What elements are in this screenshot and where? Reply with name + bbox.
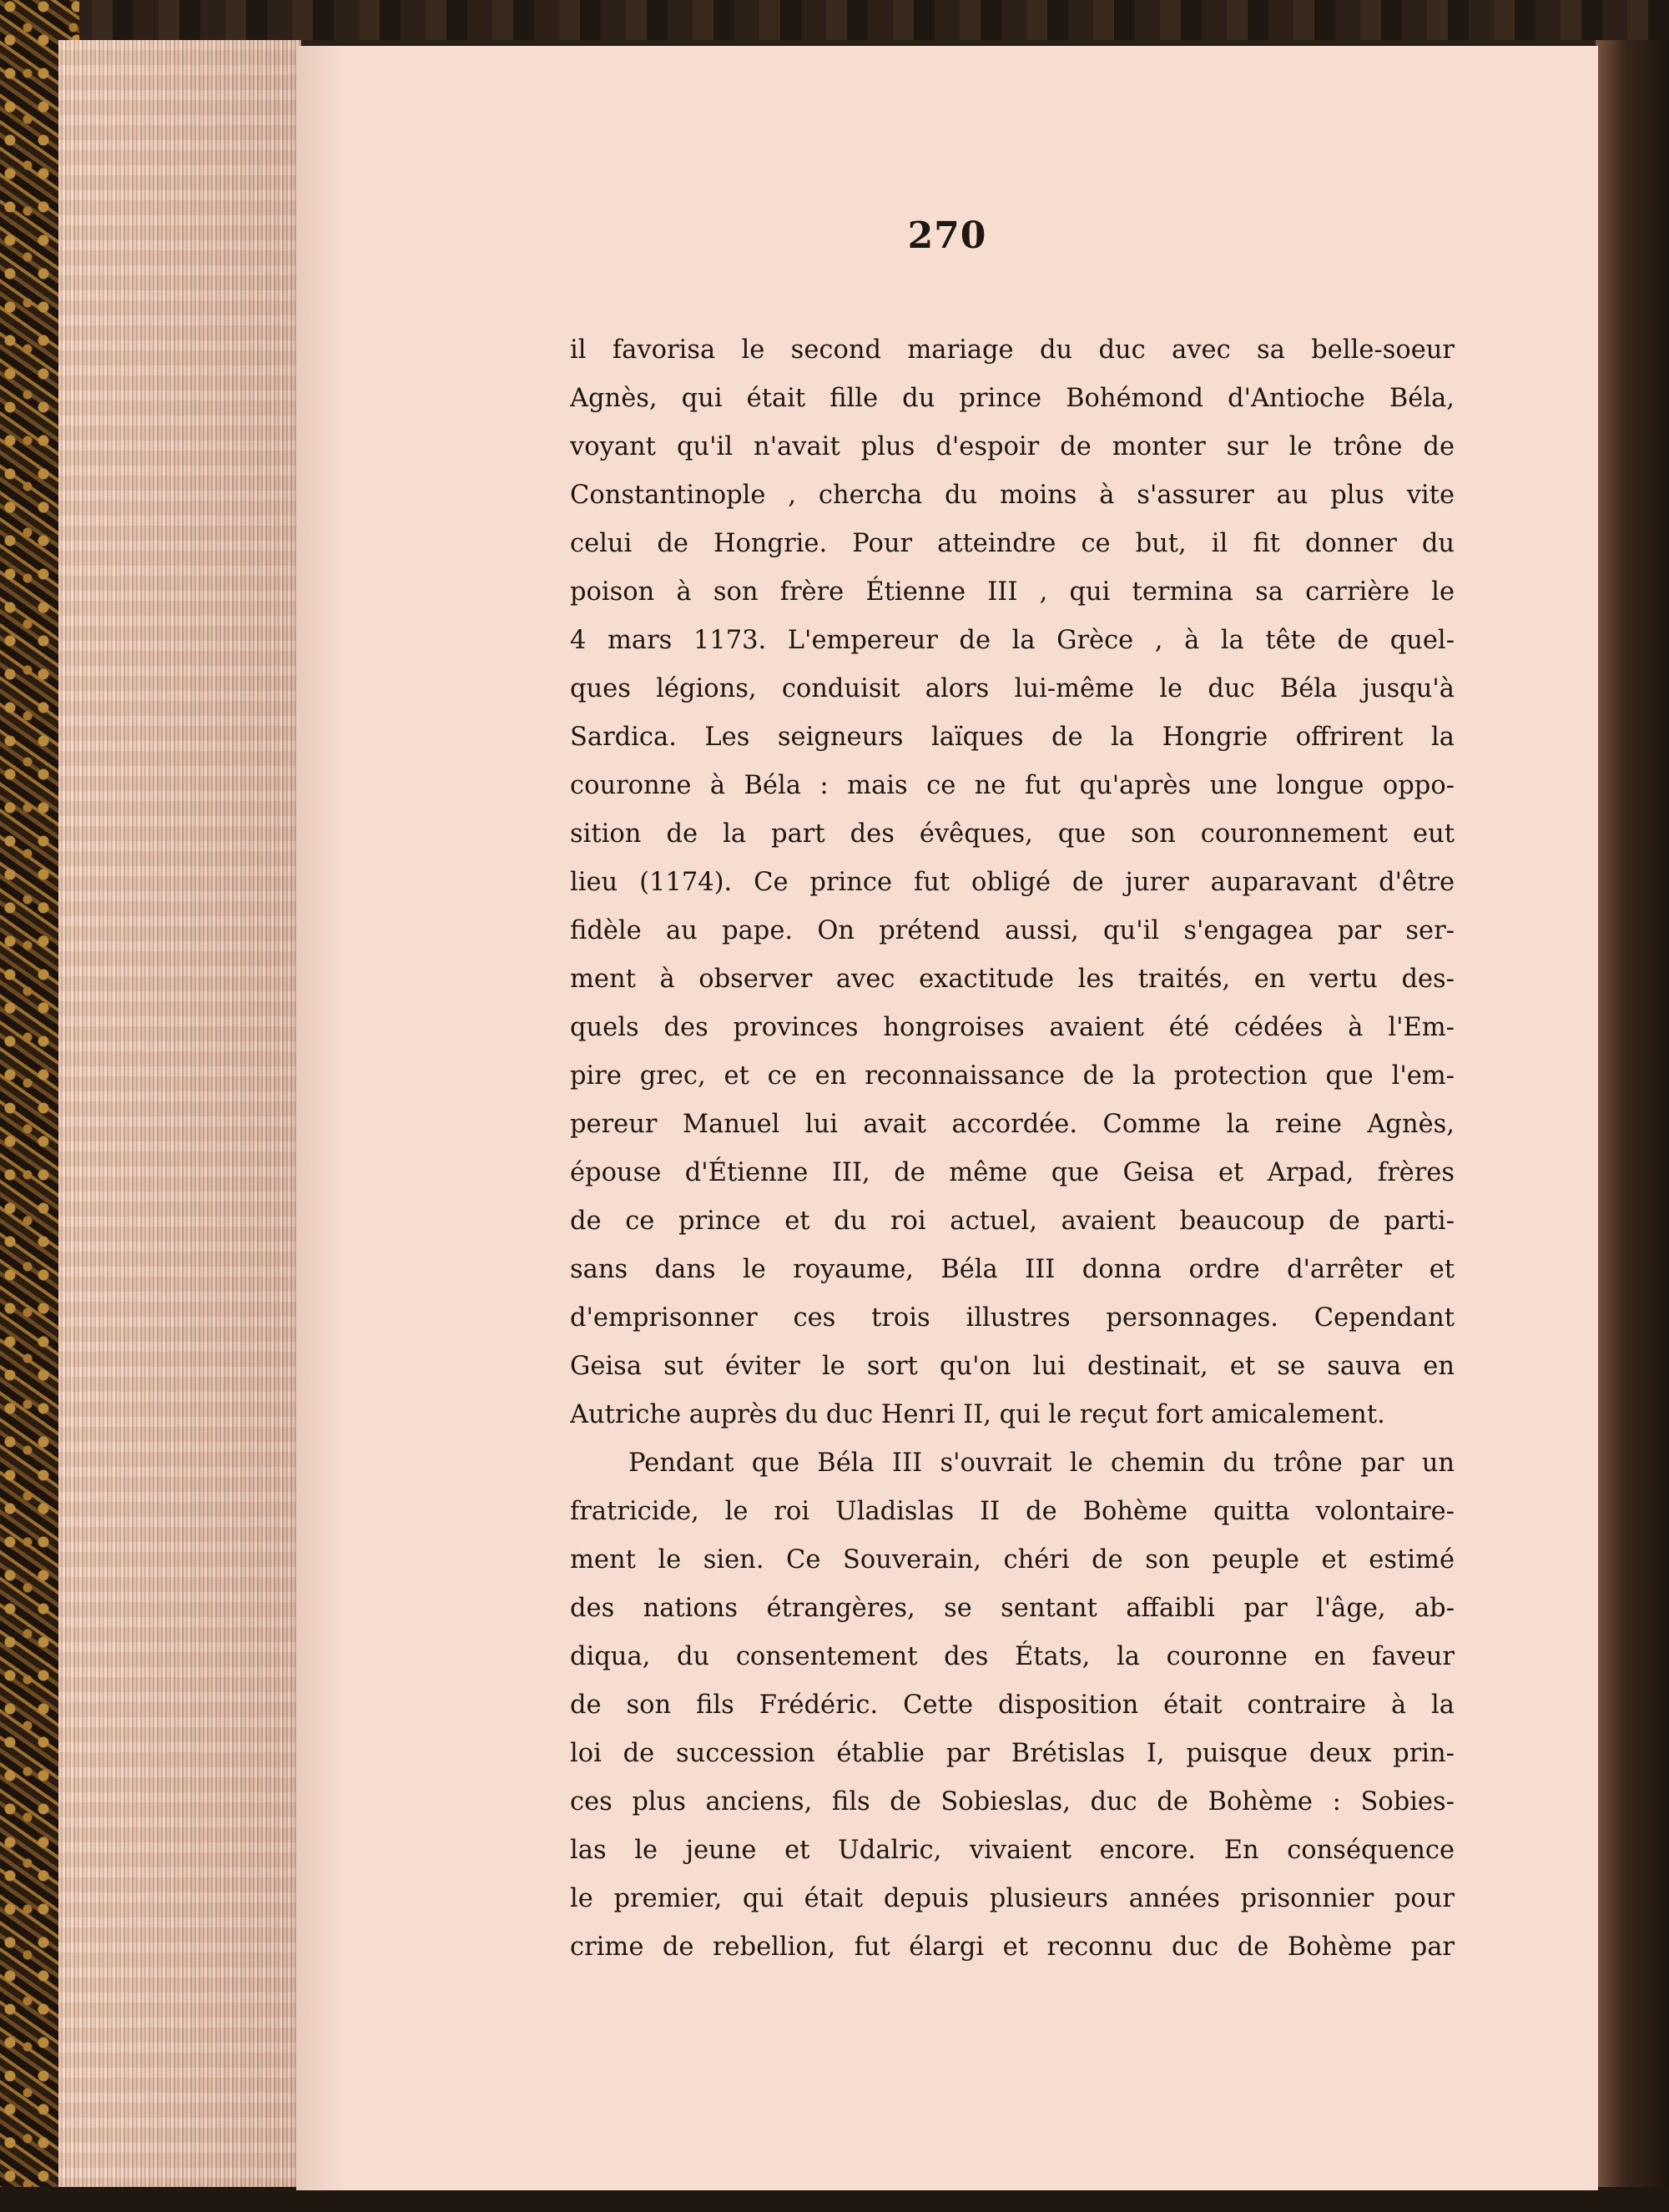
text-line: sans dans le royaume, Béla III donna ordre d'arrêter et bbox=[570, 1255, 1455, 1284]
paragraph-first-line: Pendant que Béla III s'ouvrait le chemin du trône par un bbox=[628, 1449, 1455, 1478]
page-text bbox=[570, 326, 1455, 1972]
text-line: ment à observer avec exactitude les traités, en vertu des- bbox=[570, 965, 1455, 994]
text-line: fidèle au pape. On prétend aussi, qu'il s'engagea par ser- bbox=[570, 916, 1455, 945]
book-bottom-edge bbox=[0, 2187, 1669, 2212]
text-line: pereur Manuel lui avait accordée. Comme la reine Agnès, bbox=[570, 1110, 1455, 1139]
text-line: 4 mars 1173. L'empereur de la Grèce , à la tête de quel- bbox=[570, 626, 1455, 655]
text-line: de son fils Frédéric. Cette disposition était contraire à la bbox=[570, 1690, 1455, 1720]
text-line: lieu (1174). Ce prince fut obligé de jurer auparavant d'être bbox=[570, 868, 1455, 897]
text-line: pire grec, et ce en reconnaissance de la protection que l'em- bbox=[570, 1061, 1455, 1091]
text-line: de ce prince et du roi actuel, avaient beaucoup de parti- bbox=[570, 1207, 1455, 1236]
book-cover-top bbox=[0, 0, 1669, 40]
text-line: ques légions, conduisit alors lui-même le duc Béla jusqu'à bbox=[570, 674, 1455, 703]
text-line: Geisa sut éviter le sort qu'on lui destinait, et se sauva en bbox=[570, 1352, 1455, 1381]
page-number: 270 bbox=[907, 214, 987, 257]
text-line: Agnès, qui était fille du prince Bohémond d'Antioche Béla, bbox=[570, 384, 1455, 413]
text-line: couronne à Béla : mais ce ne fut qu'après une longue oppo- bbox=[570, 771, 1455, 800]
book-page bbox=[296, 46, 1598, 2190]
text-line: poison à son frère Étienne III , qui termina sa carrière le bbox=[570, 577, 1455, 607]
text-line: le premier, qui était depuis plusieurs années prisonnier pour bbox=[570, 1884, 1455, 1913]
text-line: Constantinople , chercha du moins à s'assurer au plus vite bbox=[570, 481, 1455, 510]
text-line: fratricide, le roi Uladislas II de Bohème quitta volontaire- bbox=[570, 1497, 1455, 1526]
text-line: d'emprisonner ces trois illustres personnages. Cependant bbox=[570, 1303, 1455, 1333]
text-line: sition de la part des évêques, que son couronnement eut bbox=[570, 819, 1455, 849]
text-line: des nations étrangères, se sentant affaibli par l'âge, ab- bbox=[570, 1594, 1455, 1623]
text-line: voyant qu'il n'avait plus d'espoir de monter sur le trône de bbox=[570, 432, 1455, 461]
text-line: ces plus anciens, fils de Sobieslas, duc de Bohème : Sobies- bbox=[570, 1787, 1455, 1816]
text-line: crime de rebellion, fut élargi et reconnu duc de Bohème par bbox=[570, 1932, 1455, 1962]
text-line: diqua, du consentement des États, la couronne en faveur bbox=[570, 1642, 1455, 1671]
text-line: las le jeune et Udalric, vivaient encore. En conséquence bbox=[570, 1836, 1455, 1865]
text-line: Sardica. Les seigneurs laïques de la Hongrie offrirent la bbox=[570, 723, 1455, 752]
text-line: épouse d'Étienne III, de même que Geisa et Arpad, frères bbox=[570, 1158, 1455, 1187]
book-gutter-right bbox=[1596, 40, 1669, 2193]
text-line: celui de Hongrie. Pour atteindre ce but, il fit donner du bbox=[570, 529, 1455, 558]
text-line: ment le sien. Ce Souverain, chéri de son peuple et estimé bbox=[570, 1545, 1455, 1575]
text-line: loi de succession établie par Brétislas I, puisque deux prin- bbox=[570, 1739, 1455, 1768]
text-line: Autriche auprès du duc Henri II, qui le reçut fort amicalement. bbox=[570, 1400, 1385, 1429]
page-stack-edge bbox=[58, 40, 301, 2193]
text-line: quels des provinces hongroises avaient été cédées à l'Em- bbox=[570, 1013, 1455, 1042]
text-line: il favorisa le second mariage du duc avec sa belle-soeur bbox=[570, 335, 1455, 365]
